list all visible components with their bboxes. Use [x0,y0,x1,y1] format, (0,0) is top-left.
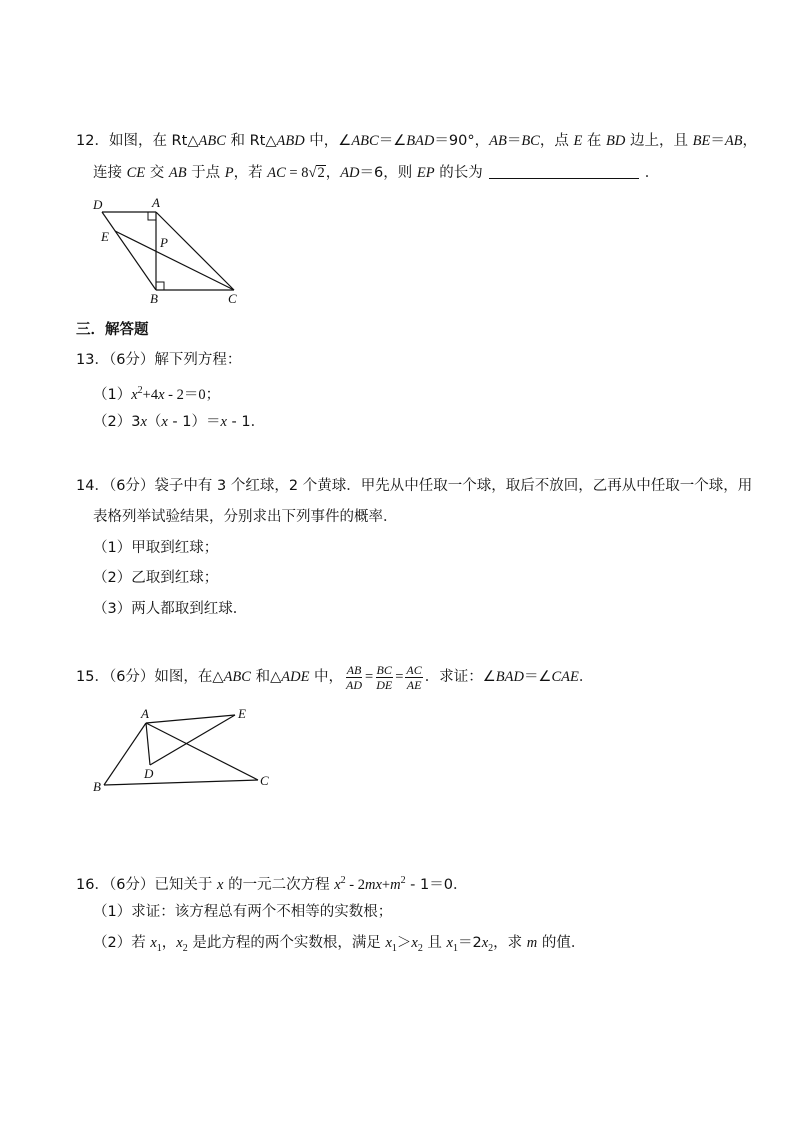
label-A: A [152,195,160,210]
label-E: E [101,229,109,244]
q14-line2: 表格列举试验结果，分别求出下列事件的概率． [93,509,398,525]
label-C: C [228,291,237,305]
right-angle-B [156,282,164,290]
answer-blank[interactable] [489,164,639,179]
right-angle-A [148,212,156,220]
q14-part1: （1）甲取到红球； [93,540,219,556]
label-P: P [160,235,168,250]
fraction-ac-ae: $\frac{AC}{AE}$ [406,662,422,692]
q16-head: 16．（6分）已知关于 x 的一元二次方程 $x^2 - 2mx+m^2 - 1=0$． [76,875,468,893]
q15-figure [90,703,280,798]
q16-part2: （2）若 $x_1$，$x_2$ 是此方程的两个实数根，满足 $x_1>x_2$ 且 $x_1=2x_2$，求 m 的值． [93,935,586,954]
edge-DE [150,715,235,765]
edge-AC [156,212,234,290]
label-E: E [238,706,246,721]
q15-line: 15．（6分）如图，在△ABC 和△ADE 中， $\frac{AB}{AD}$ = $\frac{BC}{DE}$ = $\frac{AC}{AE}$ ．求证：∠BAD＝∠CAE． [76,662,594,692]
fraction-bc-de: $\frac{BC}{DE}$ [376,662,393,692]
q14-part2: （2）乙取到红球； [93,570,219,586]
section-header: 三．解答题 [76,322,149,338]
q12-line1: 12．如图，在 Rt△ABC 和 Rt△ABD 中，∠ABC＝∠BAD＝90°，AB＝BC，点 E 在 BD 边上，且 BE＝AB， [76,133,758,149]
edge-AC [146,723,258,780]
label-C: C [260,773,269,788]
edge-AE [146,715,235,723]
q14-part3: （3）两人都取到红球． [93,601,248,617]
edge-EC [115,231,234,290]
label-B: B [150,291,158,305]
q12-figure [88,195,248,305]
label-A: A [141,706,149,721]
q13-part1: $(1)x^2+4x - 2=0$； [93,385,221,403]
q12-line2: 连接 CE 交 AB 于点 P，若 AC = 8√2，AD＝6，则 EP 的长为 ． [93,165,660,181]
q13-head: 13．（6分）解下列方程： [76,352,242,368]
q16-part1: （1）求证：该方程总有两个不相等的实数根； [93,904,393,920]
edge-AD [146,723,150,765]
label-B: B [93,779,101,794]
q13-part2: （2）3x（x - 1）＝x - 1． [93,414,266,430]
q14-head: 14．（6分）袋子中有 3 个红球，2 个黄球．甲先从中任取一个球，取后不放回，乙再从中任取一个球，用 [76,478,753,494]
fraction-ab-ad: $\frac{AB}{AD}$ [346,662,363,692]
edge-DB [102,212,156,290]
label-D: D [144,766,154,781]
edge-AB [104,723,146,785]
edge-BC [104,780,258,785]
label-D: D [93,197,103,212]
